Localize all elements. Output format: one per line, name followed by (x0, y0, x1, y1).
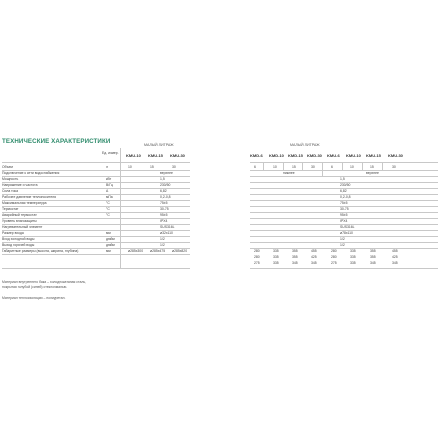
left-row-value: ø285x820 (172, 249, 188, 253)
right-span-value: 1,5 (340, 177, 345, 181)
right-model-header: KMD-30 (307, 153, 322, 158)
right-dimension-value: 345 (392, 261, 398, 265)
right-dimension-value: 335 (273, 255, 279, 259)
left-row-label: Объем (2, 165, 13, 169)
right-span-value: 6,82 (340, 189, 347, 193)
right-dimension-value: 335 (350, 261, 356, 265)
right-dimension-value: 335 (350, 249, 356, 253)
right-dimension-value: 355 (370, 249, 376, 253)
right-column-divider (342, 163, 343, 171)
left-row-label: Сила тока (2, 189, 18, 193)
right-dimension-value: 355 (292, 249, 298, 253)
left-row-label: Подключение к сети водоснабжения (2, 171, 60, 175)
left-bottom-divider (2, 268, 190, 269)
right-dimension-value: 280 (331, 255, 337, 259)
right-volume-value: 15 (292, 165, 296, 169)
left-row-unit: °C (106, 201, 110, 205)
left-row-span-value: 230/50 (160, 183, 171, 187)
left-row-span-value: 1/2 (160, 243, 165, 247)
left-row-span-value: ø32x110 (160, 231, 173, 235)
left-row-label: Нагревательный элемент (2, 225, 43, 229)
right-dimension-value: 355 (370, 255, 376, 259)
right-model-header: KMU-30 (388, 153, 403, 158)
left-row-span-value: 0,2-0,8 (160, 195, 171, 199)
right-span-value: SUS316L (340, 225, 355, 229)
right-span-value: ø78x110 (340, 231, 353, 235)
left-series-label: МАЛЫЙ ЛИТРАЖ (144, 143, 174, 147)
left-row-label: Мощность (2, 177, 19, 181)
right-column-divider (263, 163, 264, 171)
right-bottom-divider (250, 268, 438, 269)
left-row-label: Рабочее давление теплоносителя (2, 195, 56, 199)
left-row-span-value: 95±5 (160, 213, 168, 217)
right-volume-value: 10 (273, 165, 277, 169)
left-model-header: KMU-15 (148, 153, 163, 158)
left-row-span-value: 75±5 (160, 201, 168, 205)
left-row-value: 10 (128, 165, 132, 169)
right-dimension-value: 355 (292, 255, 298, 259)
right-dimension-value: 425 (392, 255, 398, 259)
right-group-divider (322, 170, 323, 176)
right-dimension-value: 335 (350, 255, 356, 259)
right-column-divider (362, 163, 363, 171)
left-row-unit: дюйм (106, 243, 115, 247)
right-dimension-value: 335 (273, 249, 279, 253)
left-row-value: ø285x475 (150, 249, 166, 253)
right-dimension-value: 455 (392, 249, 398, 253)
left-row-span-value: 1/2 (160, 237, 165, 241)
left-row-label: Вход холодной воды (2, 237, 35, 241)
right-dimension-value: 335 (273, 261, 279, 265)
left-row-span-value: SUS316L (160, 225, 175, 229)
left-row-unit: л (106, 165, 108, 169)
left-row-span-value: IPX4 (160, 219, 168, 223)
left-row-label: Напряжение и частота (2, 183, 38, 187)
left-row-unit: В/Гц (106, 183, 113, 187)
right-column-divider (283, 163, 284, 171)
right-model-header: KMU-15 (366, 153, 381, 158)
right-model-header: KMU-10 (346, 153, 361, 158)
left-row-label: Выход горячей воды (2, 243, 35, 247)
right-dimension-value: 275 (331, 261, 337, 265)
left-row-unit: мм (106, 231, 111, 235)
right-dimension-value: 455 (311, 249, 317, 253)
left-model-header: KMU-30 (170, 153, 185, 158)
left-row-label: Аварийный термостат (2, 213, 37, 217)
right-header-divider (250, 162, 438, 163)
right-volume-value: 6 (254, 165, 256, 169)
left-row-unit: °C (106, 207, 110, 211)
right-dimension-value: 280 (254, 249, 260, 253)
right-span-value: 75±5 (340, 201, 348, 205)
left-row-unit: мПа (106, 195, 113, 199)
right-volume-value: 6 (331, 165, 333, 169)
right-span-value: 1/2 (340, 243, 345, 247)
note-line-2: покрытая голубой (синей) стеклоэмалью. (2, 285, 68, 289)
right-model-header: KMD-6 (250, 153, 263, 158)
left-row-span-value: 30-75 (160, 207, 169, 211)
right-series-label: МАЛЫЙ ЛИТРАЖ (290, 143, 320, 147)
left-row-label: Термостат (2, 207, 19, 211)
left-row-unit: дюйм (106, 237, 115, 241)
left-row-unit: кВт (106, 177, 112, 181)
left-row-label: Уровень влагозащиты (2, 219, 37, 223)
left-header-divider (2, 162, 190, 163)
note-line-3: Материал теплоизоляции – полиуретан. (2, 296, 66, 300)
left-row-span-value: 1,5 (160, 177, 165, 181)
page-title: ТЕХНИЧЕСКИЕ ХАРАКТЕРИСТИКИ (2, 138, 111, 145)
right-row-divider (250, 170, 438, 171)
right-span-value: 95±5 (340, 213, 348, 217)
left-row-unit: мм (106, 249, 111, 253)
left-unit-divider (120, 148, 121, 268)
right-dimension-value: 275 (254, 261, 260, 265)
left-model-header: KMU-10 (126, 153, 141, 158)
right-dimension-value: 345 (311, 261, 317, 265)
note-line-1: Материал внутреннего бака – холоднокатаная сталь, (2, 280, 87, 284)
left-row-label: Размер входа (2, 231, 24, 235)
left-row-value: 15 (150, 165, 154, 169)
right-connection-upper: верхнее (366, 171, 379, 175)
right-dimension-value: 280 (254, 255, 260, 259)
left-row-divider (2, 254, 190, 255)
right-volume-value: 15 (370, 165, 374, 169)
left-row-unit: А (106, 189, 109, 193)
left-row-label: Габаритные размеры (высота, ширина, глубина) (2, 249, 79, 253)
right-model-header: KMD-15 (288, 153, 303, 158)
right-connection-lower: нижнее (283, 171, 295, 175)
right-span-value: 30-75 (340, 207, 349, 211)
right-span-value: 1/2 (340, 237, 345, 241)
left-row-value: 30 (172, 165, 176, 169)
right-volume-value: 30 (392, 165, 396, 169)
right-volume-value: 10 (350, 165, 354, 169)
right-span-value: 0,2-0,8 (340, 195, 351, 199)
right-span-value: IPX4 (340, 219, 348, 223)
left-row-span-value: верхнее (160, 171, 173, 175)
left-row-unit: °C (106, 213, 110, 217)
left-row-label: Максимальная температура (2, 201, 47, 205)
right-dimension-value: 345 (370, 261, 376, 265)
left-unit-header: Ед. измер. (102, 151, 119, 155)
right-model-header: KMD-10 (269, 153, 284, 158)
right-span-value: 230/50 (340, 183, 351, 187)
right-dimension-value: 345 (292, 261, 298, 265)
right-dimension-value: 425 (311, 255, 317, 259)
right-model-header: KMU-6 (327, 153, 340, 158)
right-column-divider (302, 163, 303, 171)
right-column-divider (382, 163, 383, 171)
left-row-value: ø285x300 (128, 249, 144, 253)
right-volume-value: 30 (311, 165, 315, 169)
left-row-span-value: 6,82 (160, 189, 167, 193)
right-dimension-value: 280 (331, 249, 337, 253)
